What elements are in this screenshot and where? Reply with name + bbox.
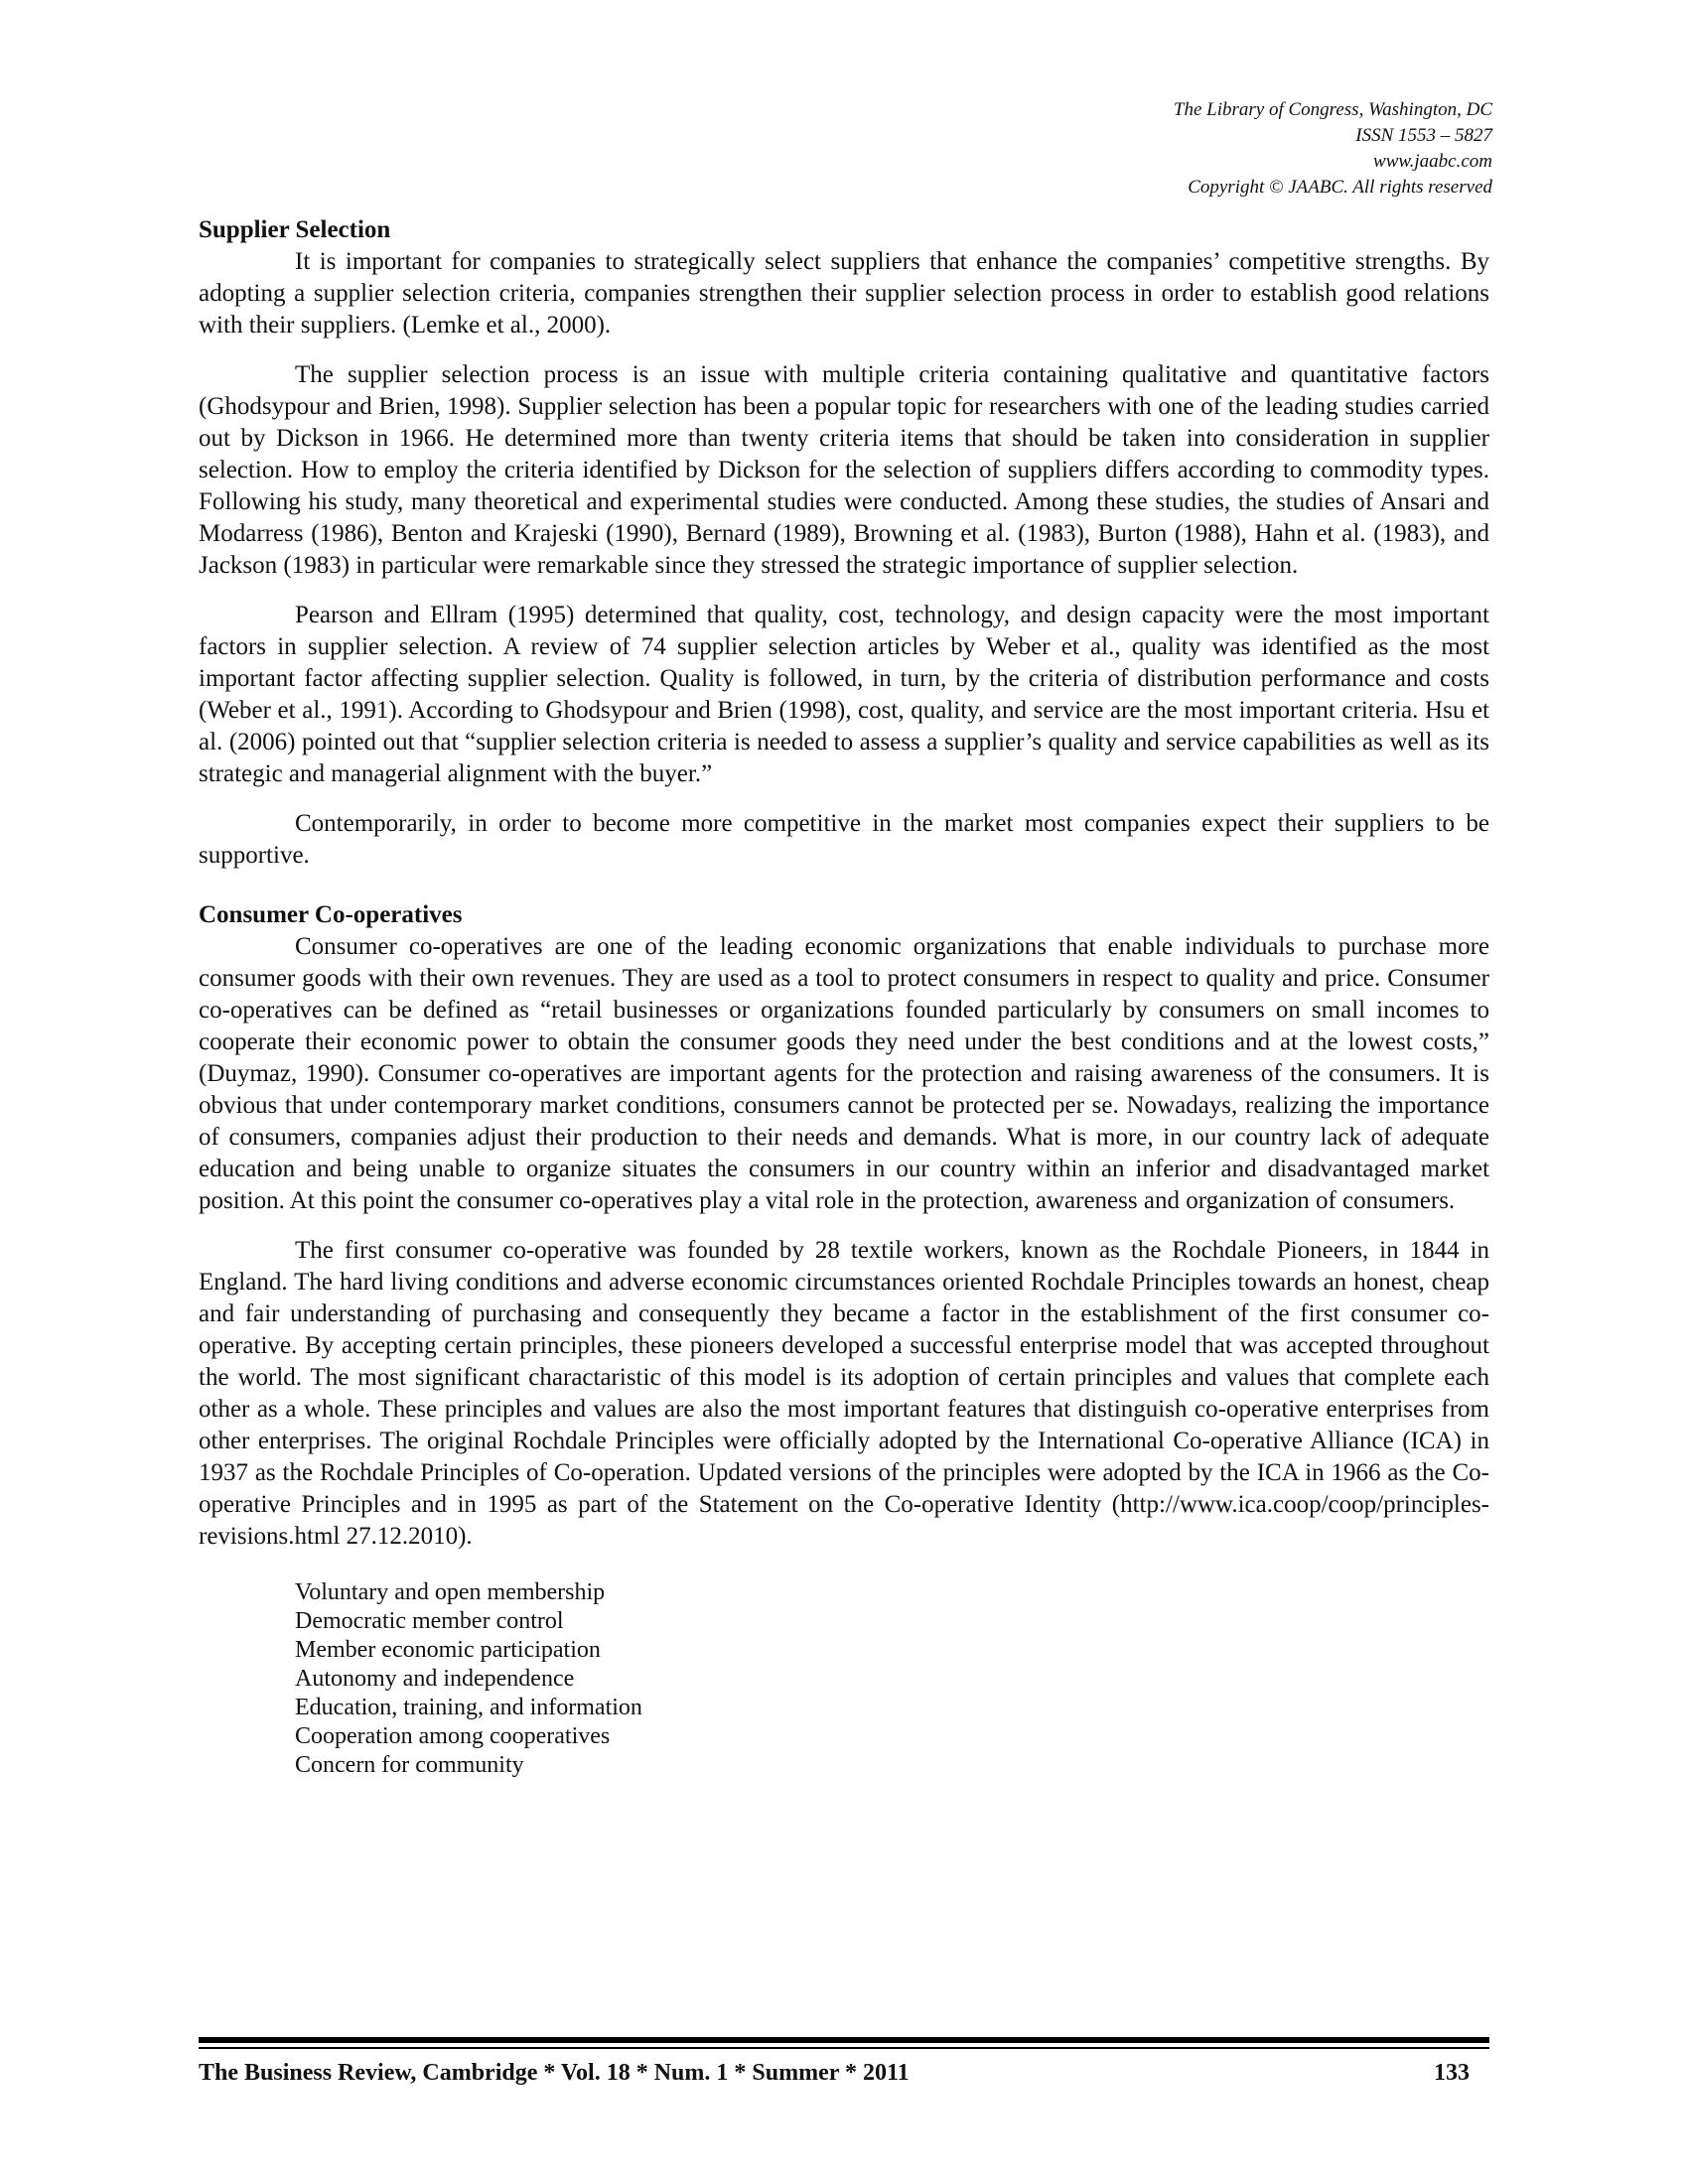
list-item: Education, training, and information [295,1695,642,1720]
page-number: 133 [1434,2060,1470,2086]
footer-journal-citation: The Business Review, Cambridge * Vol. 18 * Num. 1 * Summer * 2011 [199,2060,910,2086]
header-website-line: www.jaabc.com [1373,151,1492,172]
journal-header [1174,97,1492,201]
paragraph: Consumer co-operatives are one of the leading economic organizations that enable individuals to purchase more consumer goods with their own revenues. They are used as a tool to protect consumers in respect to quality and price. Consumer co-operatives can be defined as “retail businesses or organizations founded particularly by consumers on small incomes to cooperate their economic power to obtain the consumer goods they need under the best conditions and at the lowest costs,” (Duymaz, 1990). Consumer co-operatives are important agents for the protection and raising awareness of the consumers. It is obvious that under contemporary market conditions, consumers cannot be protected per se. Nowadays, realizing the importance of consumers, companies adjust their production to their needs and demands. What is more, in our country lack of adequate education and being unable to organize situates the consumers in our country within an inferior and disadvantaged market position. At this point the consumer co-operatives play a vital role in the protection, awareness and organization of consumers. [199,933,1489,1214]
paragraph: Pearson and Ellram (1995) determined that quality, cost, technology, and design capacity were the most important factors in supplier selection. A review of 74 supplier selection articles by Weber et al., quality was identified as the most important factor affecting supplier selection. Quality is followed, in turn, by the criteria of distribution performance and costs (Weber et al., 1991). According to Ghodsypour and Brien (1998), cost, quality, and service are the most important criteria. Hsu et al. (2006) pointed out that “supplier selection criteria is needed to assess a supplier’s quality and service capabilities as well as its strategic and managerial alignment with the buyer.” [199,602,1489,787]
header-library-line: The Library of Congress, Washington, DC [1173,99,1492,120]
list-item: Autonomy and independence [295,1666,575,1692]
footer-divider-thin [199,2047,1489,2049]
list-item: Concern for community [295,1752,524,1778]
footer-divider [199,2037,1489,2043]
paragraph: It is important for companies to strategically select suppliers that enhance the companies’ competitive strengths. By adopting a supplier selection criteria, companies strengthen their supplier selection process in order to establish good relations with their suppliers. (Lemke et al., 2000). [199,248,1489,339]
main-content [199,214,1489,1780]
page-footer [199,2060,1470,2087]
list-item: Member economic participation [295,1637,601,1663]
header-issn-line: ISSN 1553 – 5827 [1355,125,1492,146]
paragraph: The first consumer co-operative was founded by 28 textile workers, known as the Rochdale Pioneers, in 1844 in England. The hard living conditions and adverse economic circumstances oriented Rochdale Principles towards an honest, cheap and fair understanding of purchasing and consequently they became a factor in the establishment of the first consumer co-operative. By accepting certain principles, these pioneers developed a successful enterprise model that was accepted throughout the world. The most significant charactaristic of this model is its adoption of certain principles and values that complete each other as a whole. These principles and values are also the most important features that distinguish co-operative enterprises from other enterprises. The original Rochdale Principles were officially adopted by the International Co-operative Alliance (ICA) in 1937 as the Rochdale Principles of Co-operation. Updated versions of the principles were adopted by the ICA in 1966 as the Co-operative Principles and in 1995 as part of the Statement on the Co-operative Identity (http://www.ica.coop/coop/principles-revisions.html 27.12.2010). [199,1237,1489,1550]
paragraph: The supplier selection process is an issue with multiple criteria containing qualitative and quantitative factors (Ghodsypour and Brien, 1998). Supplier selection has been a popular topic for researchers with one of the leading studies carried out by Dickson in 1966. He determined more than twenty criteria items that should be taken into consideration in supplier selection. How to employ the criteria identified by Dickson for the selection of suppliers differs according to commodity types. Following his study, many theoretical and experimental studies were conducted. Among these studies, the studies of Ansari and Modarress (1986), Benton and Krajeski (1990), Bernard (1989), Browning et al. (1983), Burton (1988), Hahn et al. (1983), and Jackson (1983) in particular were remarkable since they stressed the strategic importance of supplier selection. [199,361,1489,579]
section-heading-supplier-selection: Supplier Selection [199,216,391,243]
list-item: Cooperation among cooperatives [295,1723,611,1749]
list-item: Democratic member control [295,1608,564,1634]
header-copyright-line: Copyright © JAABC. All rights reserved [1188,177,1492,198]
list-item: Voluntary and open membership [295,1579,606,1605]
section-heading-consumer-cooperatives: Consumer Co-operatives [199,901,463,928]
paragraph: Contemporarily, in order to become more competitive in the market most companies expect their suppliers to be supportive. [199,810,1489,869]
cooperative-principles-list [295,1578,1489,1780]
